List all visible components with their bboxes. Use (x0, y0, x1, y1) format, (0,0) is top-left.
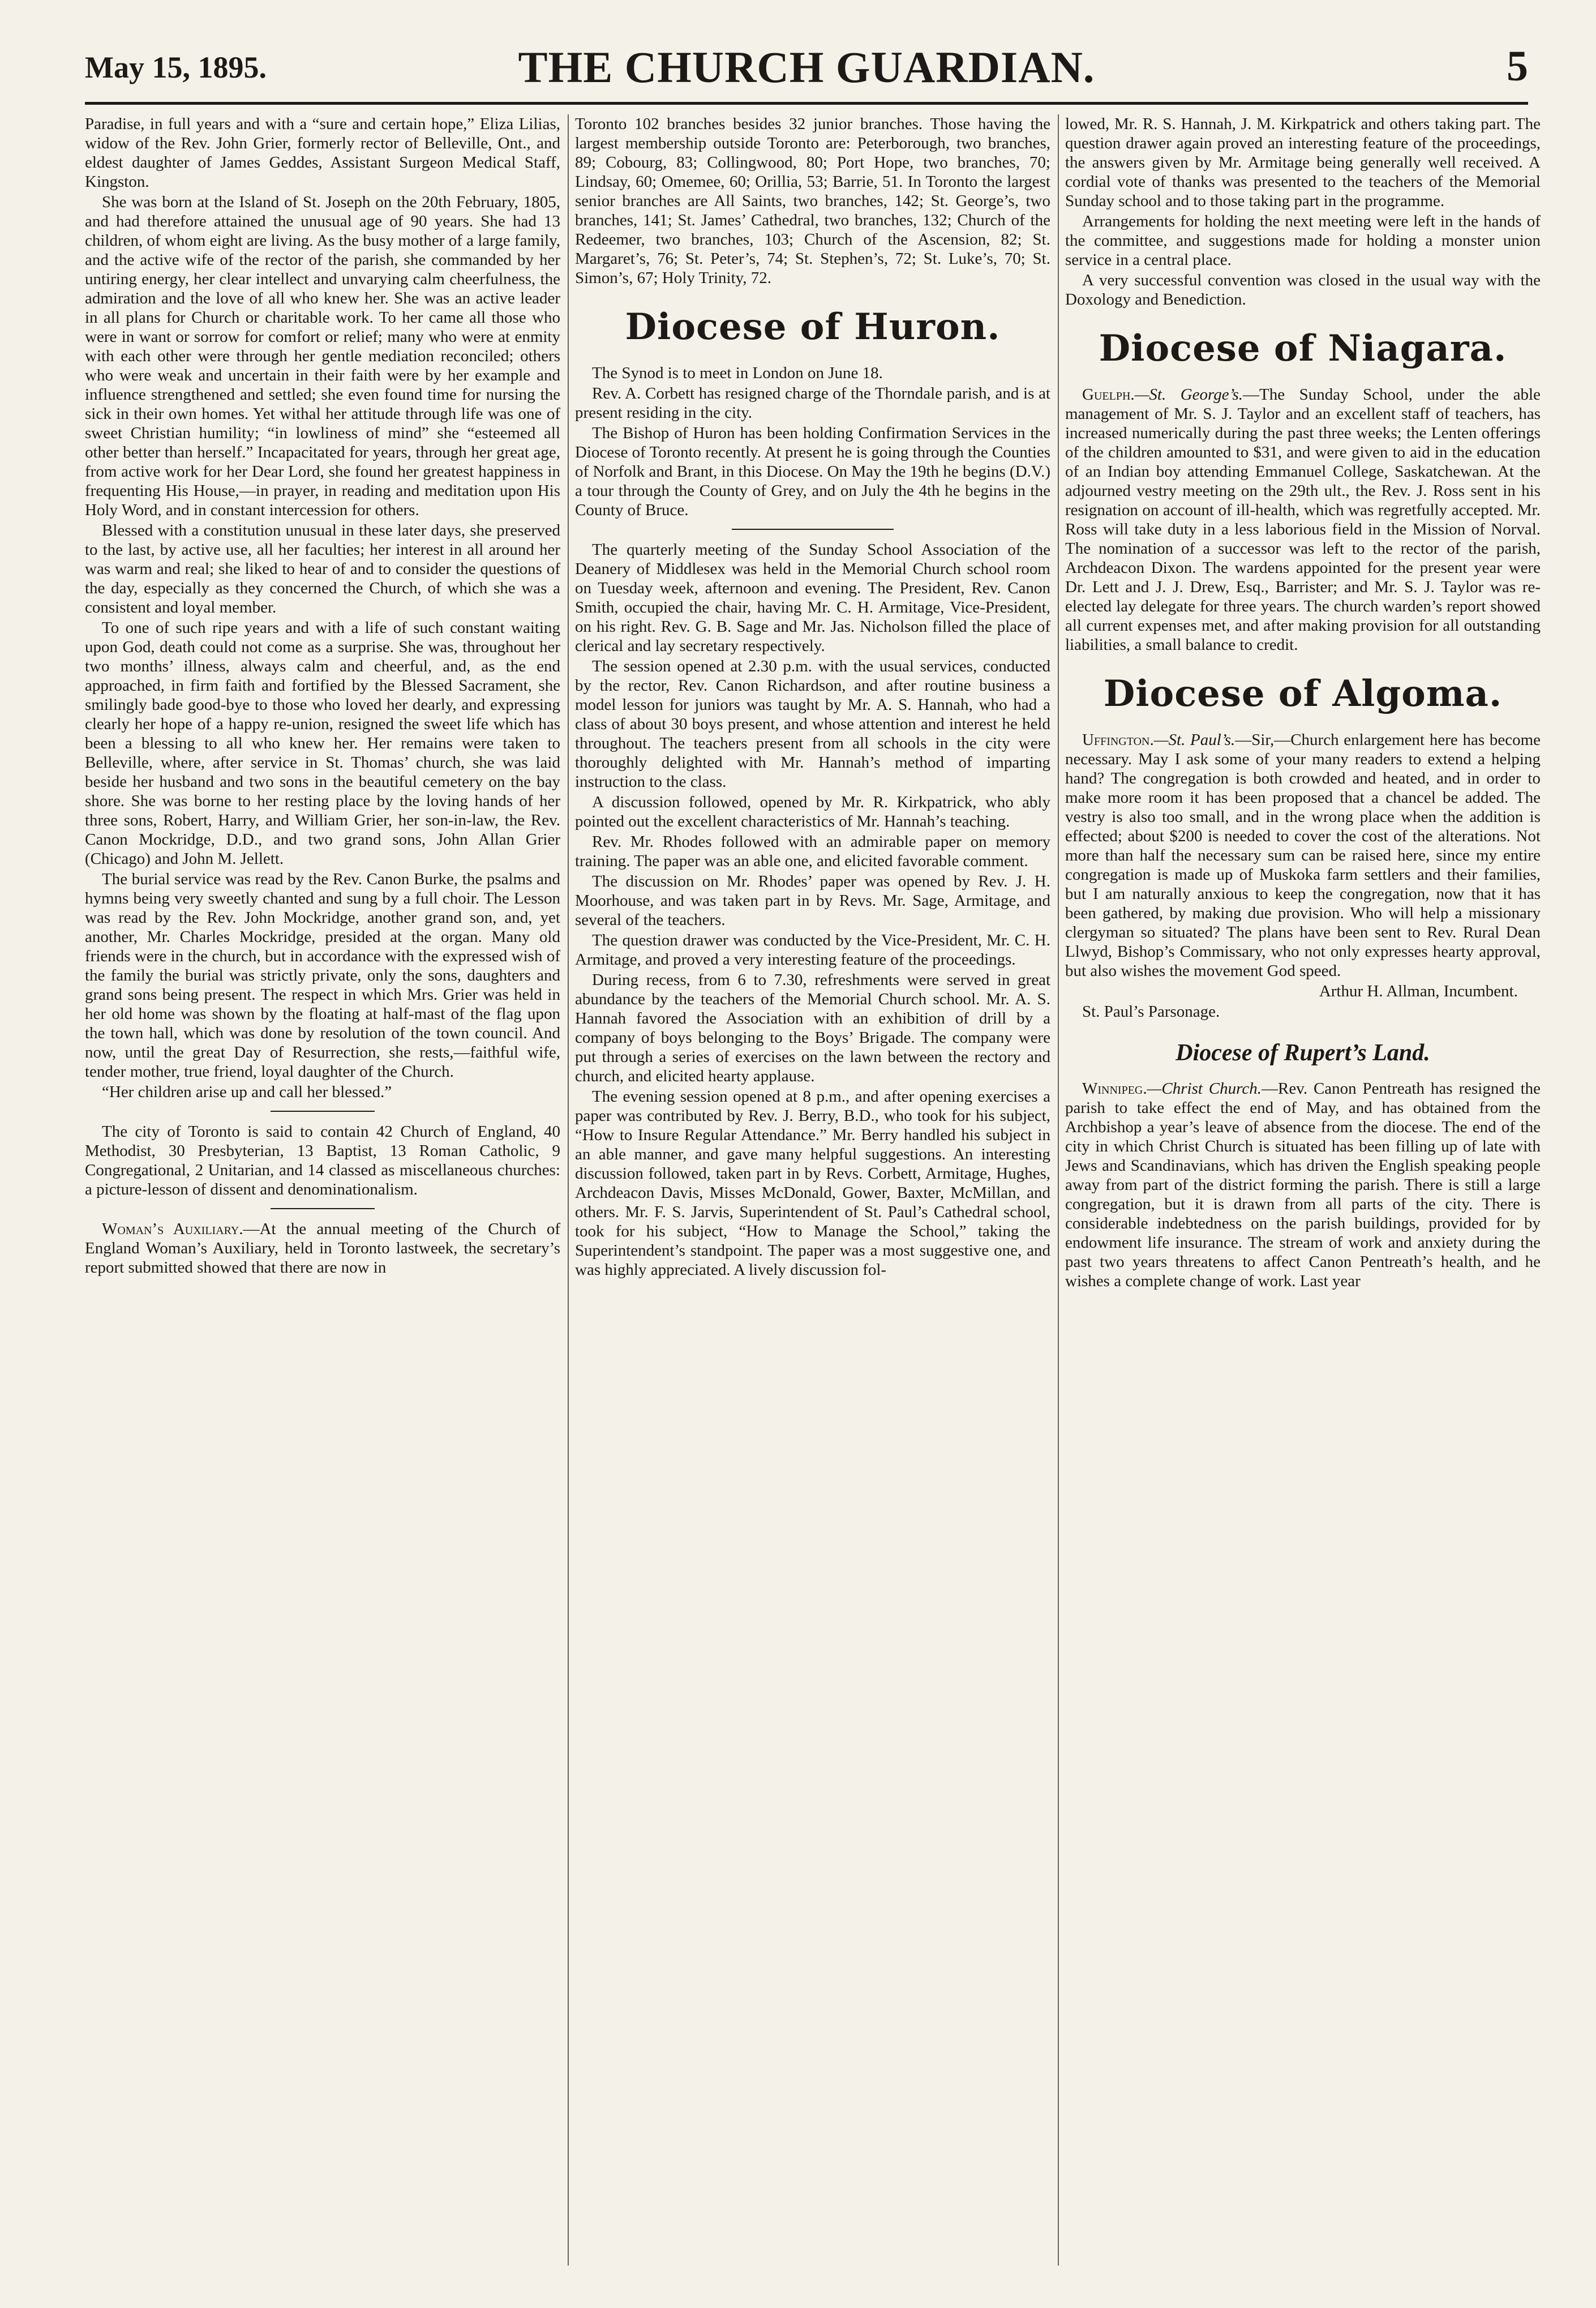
obituary-paragraph: Blessed with a constitution unusual in these later days, she preserved to the last, by active use, all her faculties; her interest in all around her was warm and real; she liked to hear of and to consider the questions of the day, especially as they concerned the Church, of which she was a consistent and loyal member. (85, 521, 560, 616)
section-divider (271, 1208, 375, 1209)
section-heading-huron: Diocese of Huron. (625, 306, 1001, 348)
womans-auxiliary-paragraph (85, 1219, 560, 1277)
item-place: —St. Paul’s. (1153, 731, 1235, 749)
newspaper-title: THE CHURCH GUARDIAN. (518, 42, 1095, 92)
sunday-school-paragraph: The quarterly meeting of the Sunday School Association of the Deanery of Middlesex was held in the Memorial Church school room on Tuesday week, afternoon and evening. The President, Rev. Canon Smith, occupied the chair, having Mr. C. H. Armitage, Vice-President, on his right. Rev. G. B. Sage and Mr. Jas. Nicholson filled the place of clerical and lay secretary respectively. (575, 541, 1050, 655)
columns (85, 114, 1541, 2288)
sunday-school-paragraph: During recess, from 6 to 7.30, refreshments were served in great abundance by the teachers of the Memorial Church school. Mr. A. S. Hannah favored the Association with an exhibition of drill by a company of boys belonging to the Boys’ Brigade. The company were put through a series of exercises on the lawn between the rectory and church, and elicited hearty applause. (575, 971, 1050, 1085)
section-heading-algoma: Diocese of Algoma. (1103, 673, 1503, 715)
toronto-churches-paragraph: The city of Toronto is said to contain 42 Church of England, 40 Methodist, 30 Presbyterian, 13 Baptist, 13 Roman Catholic, 9 Congregational, 2 Unitarian, and 14 classed as miscellaneous churches: a picture-lesson of dissent and denominationalism. (85, 1123, 560, 1198)
sunday-school-continuation: A very successful convention was closed in the usual way with the Doxology and Benediction. (1065, 271, 1541, 309)
issue-date: May 15, 1895. (85, 50, 267, 84)
page-number: 5 (1507, 42, 1528, 90)
masthead-rule (85, 102, 1528, 105)
section-heading-ruperts-land: Diocese of Rupert’s Land. (1175, 1040, 1430, 1066)
item-lead: Guelph. (1082, 386, 1135, 404)
masthead (85, 29, 1528, 114)
obituary-paragraph: To one of such ripe years and with a life of such constant waiting upon God, death could not come as a surprise. She was, throughout her two months’ illness, always calm and cheerful, and, as the end approached, in firm faith and fortified by the Blessed Sacrament, she smilingly bade good-bye to those who loved her dearly, and expressing clearly her hope of a happy re-union, resigned the sweet life which has been a blessing to all who knew her. Her remains were taken to Belleville, where, after service in St. Thomas’ church, she was laid beside her husband and two sons in the beautiful cemetery on the bay shore. She was borne to her resting place by the loving hands of her three sons, Robert, Harry, and William Grier, her son-in-law, the Rev. Canon Mockridge, D.D., and two grand sons, John Allan Grier (Chicago) and John M. Jellett. (85, 619, 560, 868)
sunday-school-continuation: Arrangements for holding the next meeting were left in the hands of the committee, and suggestions made for holding a monster union service in a central place. (1065, 212, 1541, 269)
section-divider (271, 1111, 375, 1112)
sunday-school-paragraph: The evening session opened at 8 p.m., and after opening exercises a paper was contributed by Rev. J. Berry, B.D., who took for his subject, “How to Insure Regular Attendance.” Mr. Berry handled his subject in an able manner, and gave many helpful suggestions. An interesting discussion followed, taken part in by Revs. Corbett, Armitage, Hughes, Archdeacon Davis, Misses McDonald, Gower, Baxter, McMillan, and others. Mr. F. S. Jarvis, Superintendent of St. Paul’s Cathedral school, took for his subject, “How to Manage the School,” taking the Superintendent’s standpoint. The paper was a most suggestive one, and was highly appreciated. A lively discussion fol- (575, 1087, 1050, 1279)
auxiliary-continuation: Toronto 102 branches besides 32 junior branches. Those having the largest membership outside Toronto are: Peterborough, two branches, 89; Cobourg, 83; Collingwood, 80; Port Hope, two branches, 70; Lindsay, 60; Omemee, 60; Orillia, 53; Barrie, 51. In Toronto the largest senior branches are All Saints, two branches, 142; St. George’s, two branches, 141; St. James’ Cathedral, two branches, 132; Church of the Redeemer, two branches, 103; Church of the Ascension, 82; St. Margaret’s, 76; St. Peter’s, 74; St. Stephen’s, 72; St. Luke’s, 70; St. Simon’s, 67; Holy Trinity, 72. (575, 115, 1050, 287)
huron-paragraph: Rev. A. Corbett has resigned charge of the Thorndale parish, and is at present residing in the city. (575, 384, 1050, 422)
sunday-school-paragraph: A discussion followed, opened by Mr. R. Kirkpatrick, who ably pointed out the excellent characteristics of Mr. Hannah’s teaching. (575, 793, 1050, 830)
column-1 (85, 114, 560, 2288)
algoma-paragraph (1065, 730, 1541, 980)
item-text: —At the annual meeting of the Church of England Woman’s Auxiliary, held in Toronto lastweek, the secretary’s report submitted showed that there are now in (85, 1220, 560, 1277)
column-rule (1058, 114, 1059, 2266)
sunday-school-paragraph: The session opened at 2.30 p.m. with the usual services, conducted by the rector, Rev. Canon Richardson, and after routine business a model lesson for juniors was taught by Mr. A. S. Hannah, who had a class of about 30 boys present, and whose attention and interest he held throughout. The teachers present from all schools in the city were thoroughly delighted with Mr. Hannah’s method of imparting instruction to the class. (575, 657, 1050, 791)
niagara-paragraph (1065, 385, 1541, 654)
item-text: —Rev. Canon Pentreath has resigned the parish to take effect the end of May, and has obtained from the Archbishop a year’s leave of absence from the diocese. The end of the city in which Christ Church is situated has been filling up of late with Jews and Scandinavians, which has driven the English speaking people away from part of the district forming the parish. There is still a large congregation, but it is drawn from all parts of the city. There is considerable indebtedness on the parish buildings, provided for by endowment life insurance. The stream of work and anxiety during the past two years threatens to affect Canon Pentreath’s health, and he wishes a complete change of work. Last year (1065, 1080, 1541, 1290)
item-place: —St. George’s. (1134, 386, 1243, 404)
item-text: —Sir,—Church enlargement here has become necessary. May I ask some of your many readers to extend a helping hand? The congregation is both crowded and heated, and in order to make more room it has been proposed that a chancel be added. The vestry is also too small, and in the wrong place when the addition is effected; about $200 is needed to cover the cost of the alterations. Not more than half the necessary sum can be raised here, since my entire congregation is made up of Muskoka farm settlers and their families, but I am naturally anxious to keep the congregation, now that it has been gathered, by making due provision. Who will help a missionary clergyman so situated? The plans have been sent to Rev. Rural Dean Llwyd, Bishop’s Commissary, who not only expresses hearty approval, but also wishes the movement God speed. (1065, 731, 1541, 980)
letter-signature-place: St. Paul’s Parsonage. (1082, 1003, 1220, 1021)
obituary-quote: “Her children arise up and call her blessed.” (102, 1083, 392, 1101)
item-place: —Christ Church. (1147, 1080, 1262, 1098)
sunday-school-continuation: lowed, Mr. R. S. Hannah, J. M. Kirkpatrick and others taking part. The question drawer again proved an interesting feature of the proceedings, the answers given by Mr. Armitage being generally well received. A cordial vote of thanks was presented to the teachers of the Memorial Sunday school and to those taking part in the programme. (1065, 115, 1541, 210)
column-rule (568, 114, 569, 2266)
huron-paragraph: The Synod is to meet in London on June 18. (592, 364, 883, 382)
item-text: —The Sunday School, under the able management of Mr. S. J. Taylor and an excellent staff of teachers, has increased numerically during the past three weeks; the Lenten offerings of the children amounted to $31, and were given to aid in the education of an Indian boy attending Emmanuel College, Saskatchewan. At the adjourned vestry meeting on the 29th ult., the Rev. J. Ross sent in his resignation on account of ill-health, which was regretfully accepted. Mr. Ross will take duty in a less laborious field in the Mission of Norval. The nomination of a successor was left to the rector of the parish, Archdeacon Dixon. The wardens appointed for the present year were Dr. Lett and J. J. Drew, Esq., Barrister; and Mr. S. J. Taylor was re-elected lay delegate for three years. The church warden’s report showed all current expenses met, and after making provision for all outstanding liabilities, a small balance to credit. (1065, 386, 1541, 654)
ruperts-land-paragraph (1065, 1079, 1541, 1291)
sunday-school-paragraph: Rev. Mr. Rhodes followed with an admirable paper on memory training. The paper was an able one, and elicited favorable comment. (575, 833, 1050, 870)
obituary-paragraph: Paradise, in full years and with a “sure and certain hope,” Eliza Lilias, widow of the Rev. John Grier, formerly rector of Belleville, Ont., and eldest daughter of James Geddes, Assistant Surgeon Medical Staff, Kingston. (85, 115, 560, 191)
column-3 (1065, 114, 1541, 2288)
letter-signature: Arthur H. Allman, Incumbent. (1319, 982, 1518, 1000)
column-2 (575, 114, 1050, 2288)
obituary-paragraph: The burial service was read by the Rev. Canon Burke, the psalms and hymns being very sweetly chanted and sung by a full choir. The Lesson was read by the Rev. John Mockridge, another grand son, and, yet another, Mr. Charles Mockridge, presided at the organ. Many old friends were in the church, but in accordance with the expressed wish of the family the burial was strictly private, only the sons, daughters and grand sons being present. The respect in which Mrs. Grier was held in her old home was shown by the floating at half-mast of the flag upon the town hall, which was done by resolution of the town council. And now, until the great Day of Resurrection, she rests,—faithful wife, tender mother, true friend, loyal daughter of the Church. (85, 870, 560, 1081)
item-lead: Woman’s Auxiliary. (102, 1220, 243, 1238)
sunday-school-paragraph: The discussion on Mr. Rhodes’ paper was opened by Rev. J. H. Moorhouse, and was taken part in by Revs. Mr. Sage, Armitage, and several of the teachers. (575, 872, 1050, 929)
section-divider (732, 529, 894, 530)
section-heading-niagara: Diocese of Niagara. (1099, 327, 1507, 370)
item-lead: Winnipeg. (1082, 1080, 1147, 1098)
sunday-school-paragraph: The question drawer was conducted by the Vice-President, Mr. C. H. Armitage, and proved a very interesting feature of the proceedings. (575, 931, 1050, 969)
obituary-paragraph: She was born at the Island of St. Joseph on the 20th February, 1805, and had therefore attained the unusual age of 90 years. She had 13 children, of whom eight are living. As the busy mother of a large family, and the active wife of the rector of the parish, she commanded by her untiring energy, her clear intellect and unvarying calm cheerfulness, the admiration and the love of all who knew her. She was an active leader in all plans for Church or charitable work. To her came all those who were in want or sorrow for comfort or relief; many who were at enmity with each other were through her gentle mediation reconciled; others who were weak and uncertain in their faith were by her example and influence strengthened and settled; she even found time for nursing the sick in their own homes. Yet withal her attitude through life was one of sweet Christian humility; “in lowliness of mind” she “esteemed all other better than herself.” Incapacitated for years, through her great age, from active work for her Dear Lord, she found her greatest happiness in frequenting His House,—in prayer, in reading and meditation upon His Holy Word, and in constant intercession for others. (85, 193, 560, 519)
item-lead: Uffington. (1082, 731, 1154, 749)
huron-paragraph: The Bishop of Huron has been holding Confirmation Services in the Diocese of Toronto recently. At present he is going through the Counties of Norfolk and Brant, in this Diocese. On May the 19th he begins (D.V.) a tour through the County of Grey, and on July the 4th he begins in the County of Bruce. (575, 424, 1050, 519)
